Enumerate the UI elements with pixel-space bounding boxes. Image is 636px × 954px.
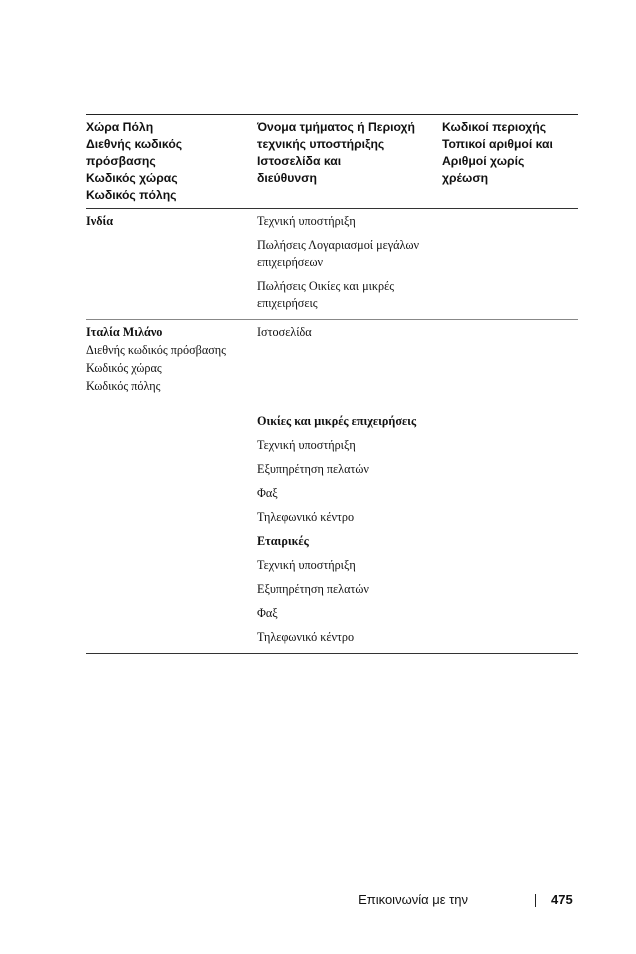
cell-text: Κωδικός χώρας bbox=[86, 361, 162, 375]
cell-text: Τηλεφωνικό κέντρο bbox=[257, 630, 355, 644]
header-col-department bbox=[257, 119, 442, 204]
header-line: Ιστοσελίδα και bbox=[257, 154, 342, 168]
cell-text: Φαξ bbox=[257, 606, 278, 620]
cell-department bbox=[257, 209, 442, 319]
page-footer bbox=[0, 892, 636, 910]
header-col-codes bbox=[442, 119, 578, 204]
footer-separator bbox=[535, 894, 536, 907]
table-bottom-rule bbox=[86, 653, 578, 654]
cell-text: Εξυπηρέτηση πελατών bbox=[257, 582, 369, 596]
contact-table bbox=[86, 114, 578, 654]
cell-heading: Εταιρικές bbox=[257, 534, 309, 548]
cell-text: Ιστοσελίδα bbox=[257, 325, 312, 339]
cell-codes bbox=[442, 320, 578, 653]
header-line: Χώρα Πόλη bbox=[86, 120, 154, 134]
cell-text: Τεχνική υποστήριξη bbox=[257, 558, 356, 572]
header-col-country bbox=[86, 119, 257, 204]
header-line: Κωδικοί περιοχής bbox=[442, 120, 547, 134]
header-line: Τοπικοί αριθμοί και bbox=[442, 137, 553, 151]
table-row bbox=[86, 209, 578, 319]
cell-heading: Οικίες και μικρές επιχειρήσεις bbox=[257, 414, 417, 428]
header-line: διεύθυνση bbox=[257, 171, 317, 185]
header-line: χρέωση bbox=[442, 171, 489, 185]
cell-text: Εξυπηρέτηση πελατών bbox=[257, 462, 369, 476]
header-line: Αριθμοί χωρίς bbox=[442, 154, 525, 168]
cell-department bbox=[257, 320, 442, 653]
cell-text: Πωλήσεις Οικίες και μικρές επιχειρήσεις bbox=[257, 279, 395, 310]
cell-heading: Ινδία bbox=[86, 214, 114, 228]
footer-section-title: Επικοινωνία με την bbox=[358, 892, 468, 907]
page-number: 475 bbox=[551, 892, 573, 907]
table-body bbox=[86, 209, 578, 653]
cell-codes bbox=[442, 209, 578, 319]
header-line: Κωδικός χώρας bbox=[86, 171, 178, 185]
header-line: Διεθνής κωδικός bbox=[86, 137, 183, 151]
cell-country bbox=[86, 320, 257, 653]
cell-text: Τεχνική υποστήριξη bbox=[257, 438, 356, 452]
cell-text: Διεθνής κωδικός πρόσβασης bbox=[86, 343, 227, 357]
cell-text: Τηλεφωνικό κέντρο bbox=[257, 510, 355, 524]
header-line: Κωδικός πόλης bbox=[86, 188, 177, 202]
cell-heading: Ιταλία Μιλάνο bbox=[86, 325, 163, 339]
cell-text: Φαξ bbox=[257, 486, 278, 500]
cell-text: Πωλήσεις Λογαριασμοί μεγάλων επιχειρήσεων bbox=[257, 238, 420, 269]
table-header-row bbox=[86, 115, 578, 208]
header-line: πρόσβασης bbox=[86, 154, 156, 168]
cell-text: Τεχνική υποστήριξη bbox=[257, 214, 356, 228]
cell-country bbox=[86, 209, 257, 319]
header-line: Όνομα τμήματος ή Περιοχή bbox=[257, 120, 415, 134]
table-row bbox=[86, 320, 578, 653]
cell-text: Κωδικός πόλης bbox=[86, 379, 161, 393]
header-line: τεχνικής υποστήριξης bbox=[257, 137, 385, 151]
